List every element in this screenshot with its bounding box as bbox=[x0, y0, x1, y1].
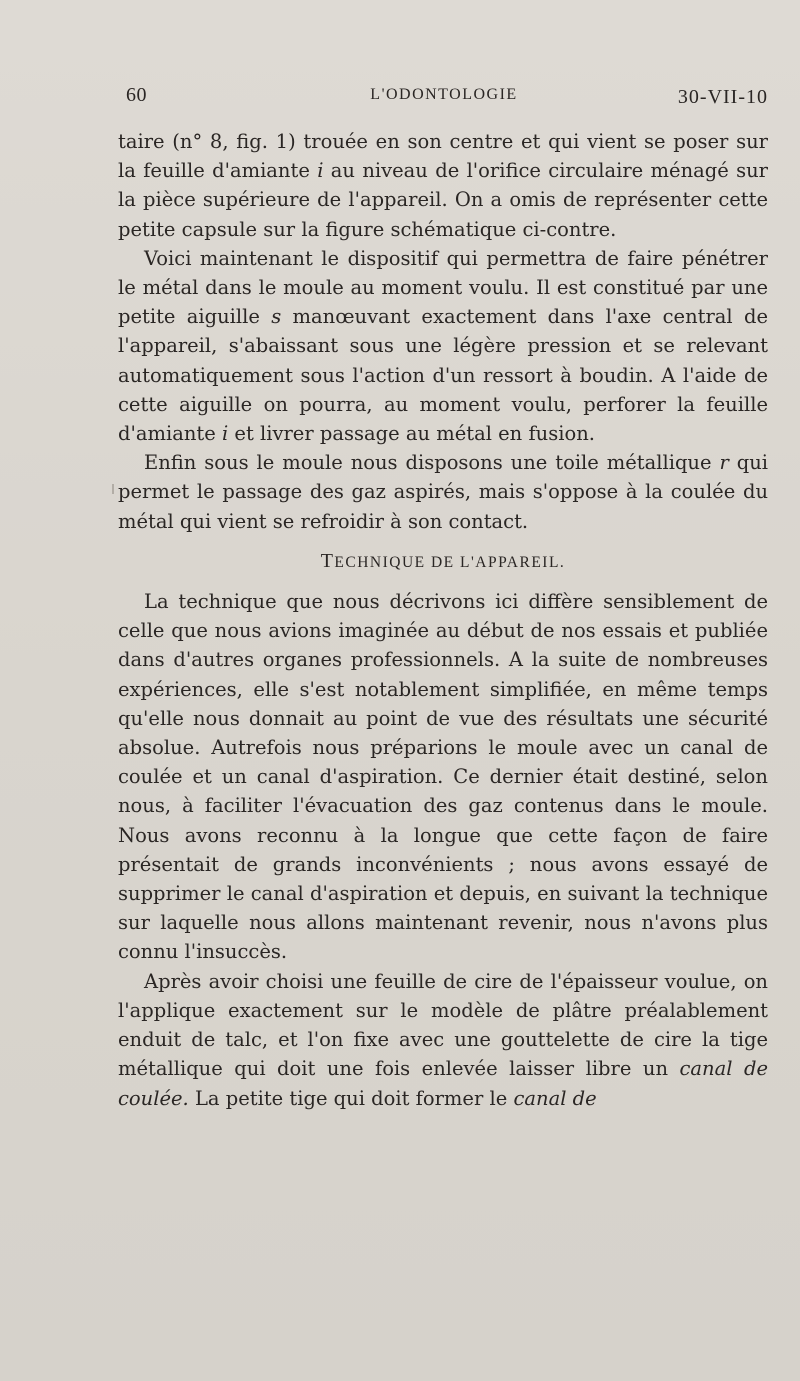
page-number: 60 bbox=[126, 84, 147, 106]
body-text bbox=[118, 127, 768, 1113]
paragraph-5-text-a: Après avoir choisi une feuille de cire de l'épaisseur voulue, on l'applique exactement sur le modèle de plâtre préalablement enduit de talc, et l'on fixe avec une gouttelette de cire la tige métallique qui doit une fois enlevée laisser libre un bbox=[118, 969, 768, 1081]
paragraph-2-italic-s: s bbox=[271, 305, 282, 329]
paragraph-3-text-a: Enfin sous le moule nous disposons une toile métallique bbox=[144, 451, 720, 475]
running-title: L'ODONTOLOGIE bbox=[370, 86, 518, 103]
paragraph-3 bbox=[118, 448, 768, 536]
paragraph-1-text-c: au niveau de l'orifice circulaire ménagé sur la pièce supérieure de l'appareil. On a omis de représenter cette petite capsule sur la figure schématique ci-contre. bbox=[118, 159, 769, 241]
paragraph-4: La technique que nous décrivons ici diffère sensiblement de celle que nous avions imaginée au début de nos essais et publiée dans d'autres organes professionnels. A la suite de nombreuses expériences, elle s'est notablement simplifiée, en même temps qu'elle nous donnait au point de vue des résultats une sécurité absolue. Autrefois nous préparions le moule avec un canal de coulée et un canal d'aspiration. Ce dernier était destiné, selon nous, à faciliter l'évacuation des gaz contenus dans le moule. Nous avons reconnu à la longue que cette façon de faire présentait de grands inconvénients ; nous avons essayé de supprimer le canal d'aspiration et depuis, en suivant la technique sur laquelle nous allons maintenant revenir, nous n'avons plus connu l'insuccès. bbox=[118, 590, 768, 964]
paragraph-5-italic-canal-de: canal de bbox=[513, 1086, 597, 1110]
paragraph-1-text-a: taire (n° 8, fig. 1) trouée en son centre et qui vient se poser sur la feuille d'amiante bbox=[118, 130, 768, 183]
paragraph-5-italic-canal-de-coulee: canal de coulée. bbox=[118, 1057, 768, 1110]
paragraph-3-italic-r: r bbox=[719, 451, 729, 475]
section-heading-initial: T bbox=[320, 549, 335, 572]
paragraph-2-text-c: manœuvant exactement dans l'axe central de l'appareil, s'abaissant sous une légère pression et se relevant automatiquement sous l'action d'un ressort à boudin. A l'aide de cette aiguille on pourra, au moment voulu, perforer la feuille d'amiante bbox=[118, 305, 768, 446]
section-heading-rest: ECHNIQUE DE L'APPAREIL. bbox=[334, 553, 566, 571]
paragraph-2-text-e: et livrer passage au métal en fusion. bbox=[228, 422, 595, 446]
paragraph-5-text-c: La petite tige qui doit former le bbox=[188, 1086, 514, 1110]
paragraph-1-italic-i: i bbox=[317, 159, 324, 183]
paragraph-2-italic-i: i bbox=[221, 422, 229, 446]
paragraph-1 bbox=[118, 127, 768, 244]
issue-date: 30-VII-10 bbox=[677, 86, 768, 108]
margin-mark bbox=[112, 484, 114, 494]
paragraph-5 bbox=[118, 967, 768, 1113]
paragraph-3-text-c: qui permet le passage des gaz aspirés, mais s'oppose à la coulée du métal qui vient se refroidir à son contact. bbox=[118, 451, 768, 533]
running-header bbox=[120, 80, 768, 114]
section-heading bbox=[118, 547, 768, 577]
paragraph-2-text-a: Voici maintenant le dispositif qui permettra de faire pénétrer le métal dans le moule au moment voulu. Il est constitué par une petite aiguille bbox=[118, 246, 768, 329]
paragraph-2 bbox=[118, 244, 768, 448]
